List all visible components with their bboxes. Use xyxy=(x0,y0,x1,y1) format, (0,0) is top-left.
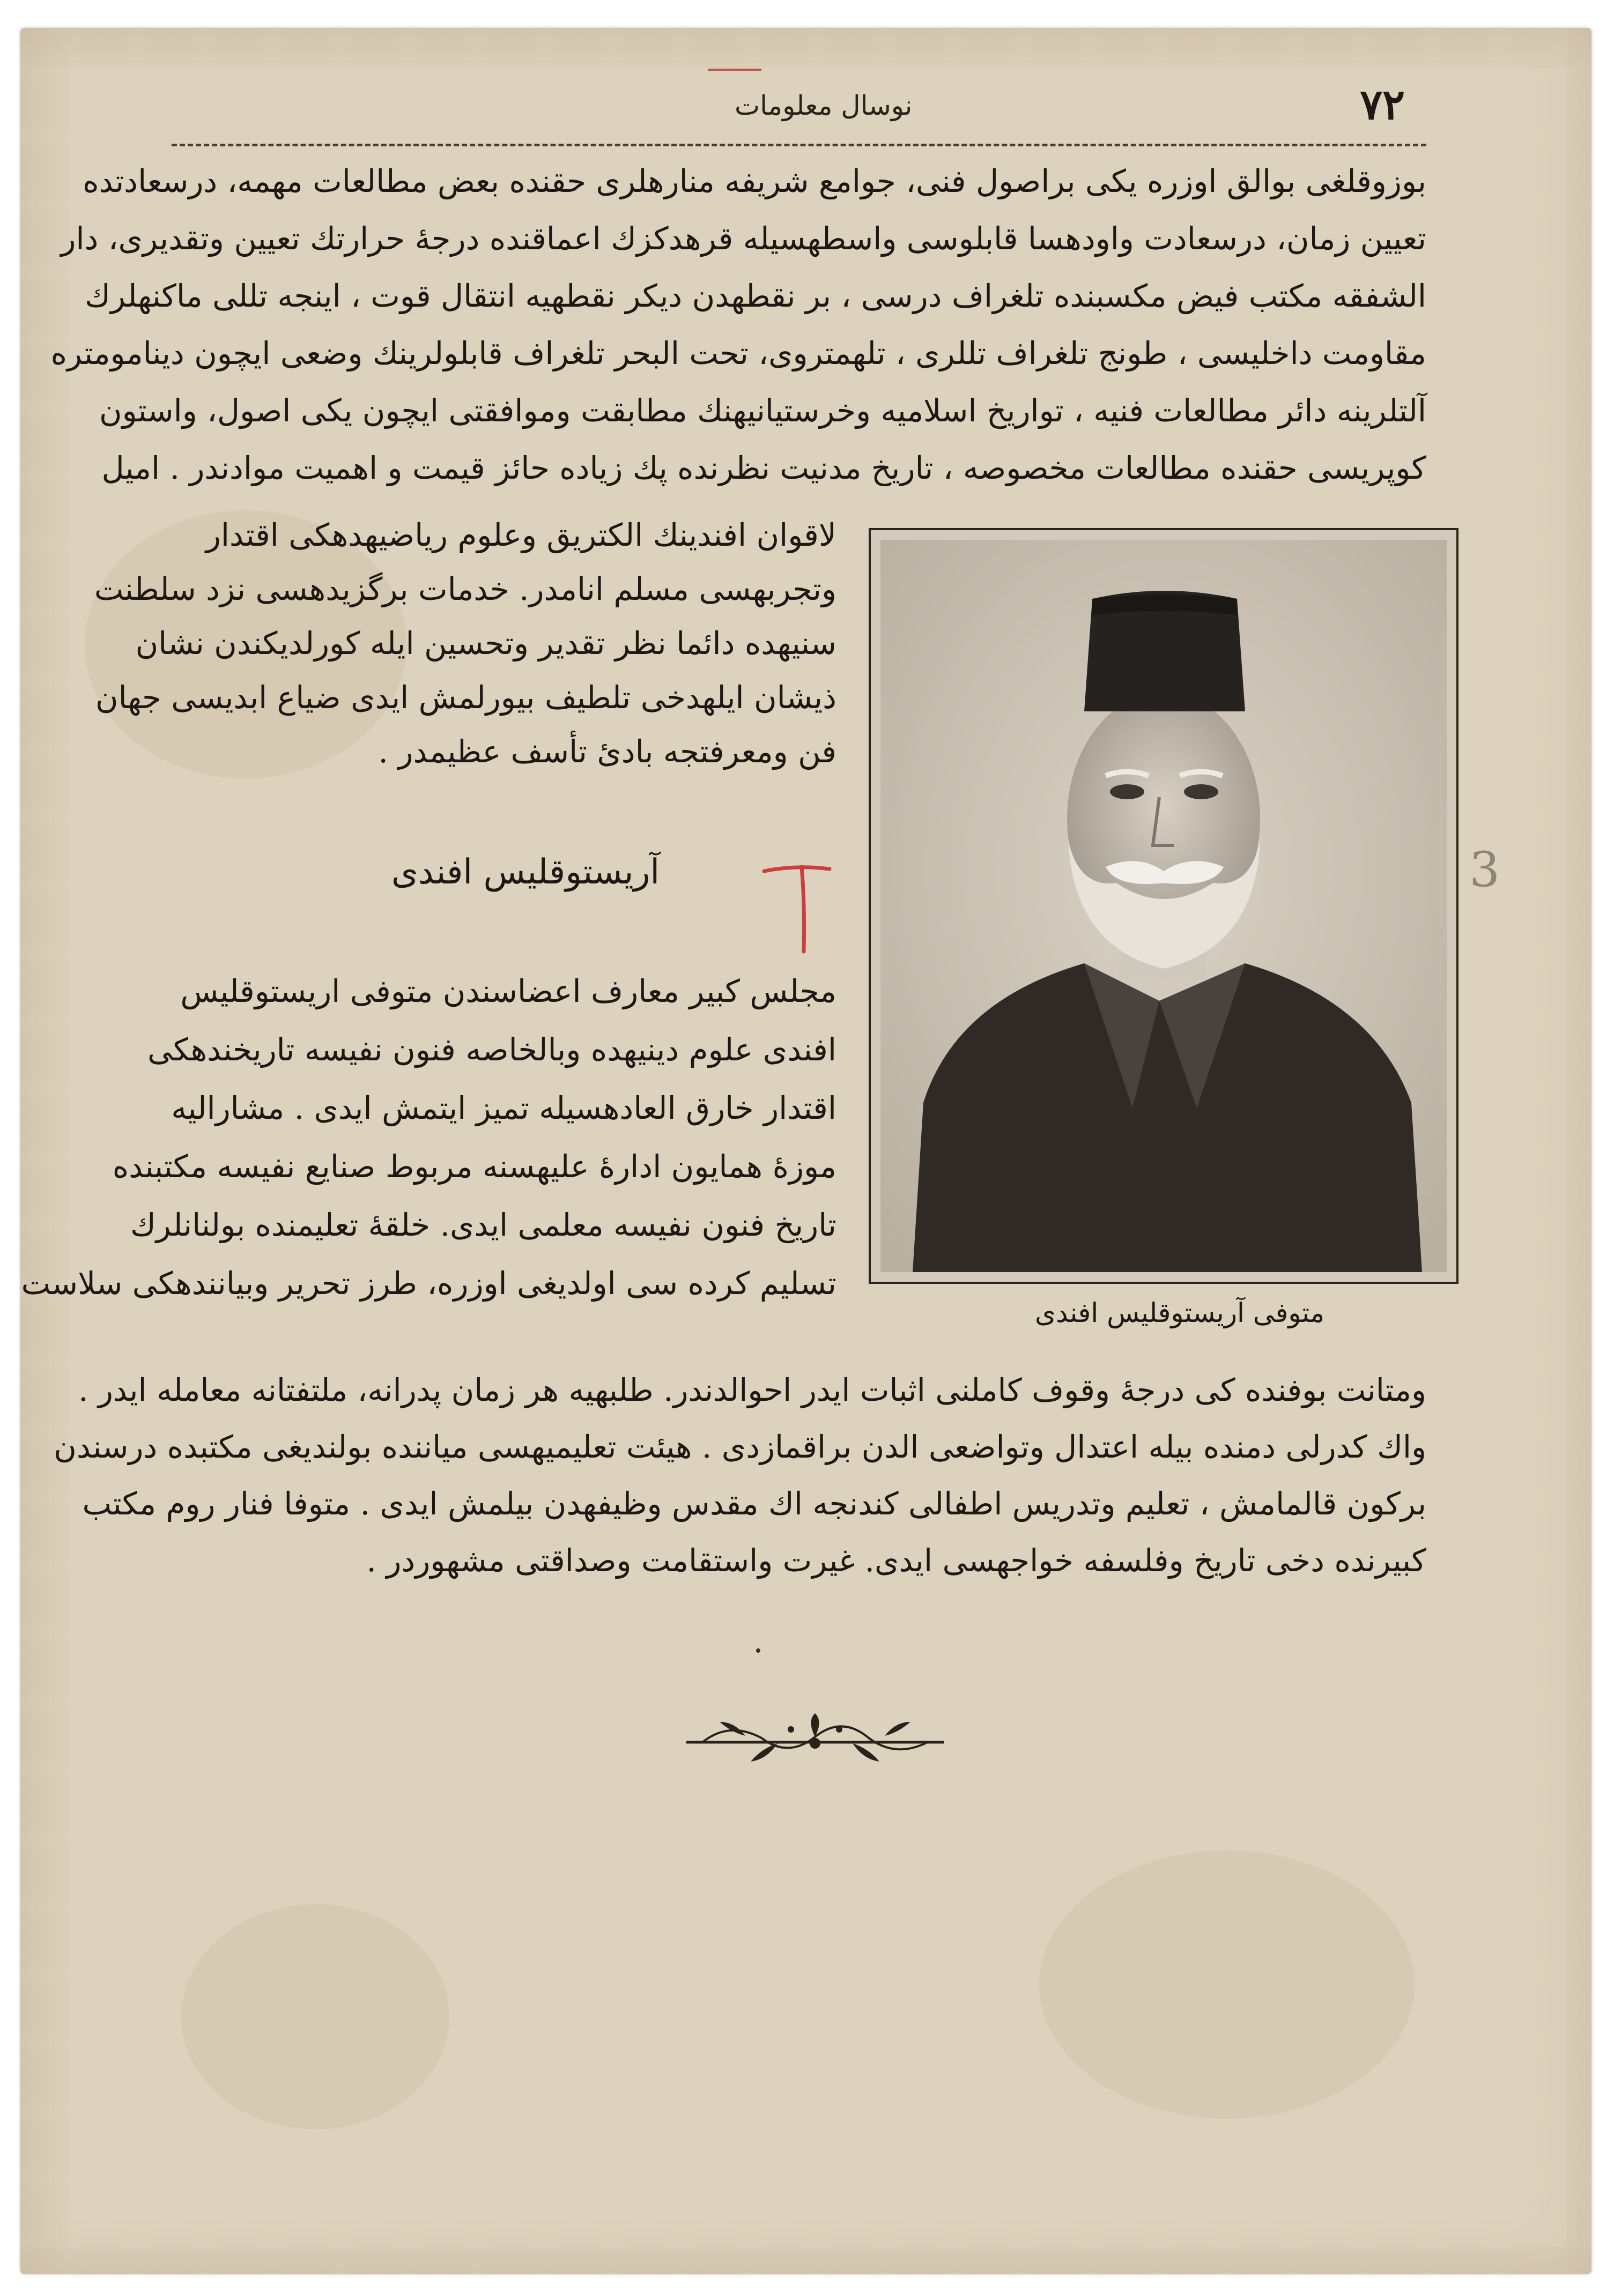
portrait-image xyxy=(880,540,1447,1272)
page-number: ٧٢ xyxy=(1360,80,1405,129)
bio-paragraph xyxy=(21,962,836,1313)
page-header xyxy=(172,80,1426,139)
header-rule xyxy=(172,144,1426,146)
text-line: آلتلرینه دائر مطالعات فنیه ، تواریخ اسلامیه وخرستیانیهنك مطابقت وموافقتی ایچون یکی اصول، واستون xyxy=(99,392,1426,429)
top-red-mark xyxy=(708,69,761,71)
portrait-caption: متوفی آریستوقلیس افندی xyxy=(1034,1297,1325,1328)
portrait-figure-icon xyxy=(880,540,1447,1272)
text-line: تسلیم کرده سی اولدیغی اوزره، طرز تحریر وبیانندهکی سلاست xyxy=(21,1265,836,1302)
portrait-frame xyxy=(869,528,1458,1284)
text-line: برکون قالمامش ، تعلیم وتدریس اطفالی کندنجه اك مقدس وظیفهدن بیلمش ایدی . متوفا فنار روم مکتب xyxy=(82,1485,1426,1522)
pencil-mark: 3 xyxy=(1469,842,1500,898)
floral-ornament-icon xyxy=(681,1710,949,1769)
text-line: موزهٔ همایون ادارهٔ علیهسنه مربوط صنایع نفیسه مکتبنده xyxy=(112,1148,836,1185)
text-line: اقتدار خارق العادهسیله تمیز ایتمش ایدی . مشارالیه xyxy=(171,1090,836,1126)
text-line: کبیرنده دخی تاریخ وفلسفه خواجهسی ایدی. غیرت واستقامت وصداقتی مشهوردر . xyxy=(366,1542,1426,1579)
text-line: تاریخ فنون نفیسه معلمی ایدی. خلقهٔ تعلیمنده بولنانلرك xyxy=(130,1207,836,1243)
text-line: لاقوان افندینك الکتریق وعلوم ریاضیهدهکی اقتدار xyxy=(205,517,836,553)
red-cross-mark-icon xyxy=(759,855,834,957)
text-line: تعیین زمان، درسعادت واودهسا قابلوسی واسطهسیله قرهدکزك اعماقنده درجهٔ حرارتك تعیین وتقدیری، دار xyxy=(61,220,1426,257)
text-line: افندی علوم دینیهده وبالخاصه فنون نفیسه تاریخندهکی xyxy=(147,1031,836,1068)
separator-dot xyxy=(756,1648,760,1653)
text-line: وتجربهسی مسلم انامدر. خدمات برگزیدهسی نزد سلطنت xyxy=(94,571,836,607)
text-line: ومتانت بوفنده کی درجهٔ وقوف کاملنی اثبات ایدر احوالدندر. طلبهیه هر زمان پدرانه، ملتفتانه معامله ایدر . xyxy=(78,1372,1426,1408)
text-line: سنیهده دائما نظر تقدیر وتحسین ایله کورلدیکندن نشان xyxy=(135,625,836,662)
side-paragraph xyxy=(94,508,836,779)
header-title: نوسال معلومات xyxy=(735,90,913,121)
text-line: واك کدرلی دمنده بیله اعتدال وتواضعی الدن براقمازدی . هیئت تعلیمیهسی میاننده بولندیغی مکتبده درسندن xyxy=(54,1429,1426,1465)
text-line: کوپریسی حقنده مطالعات مخصوصه ، تاریخ مدنیت نظرنده پك زیاده حائز قیمت و اهمیت موادندر . امیل xyxy=(101,450,1426,486)
paper-stain xyxy=(181,1904,449,2129)
text-line: مقاومت داخلیسی ، طونج تلغراف تللری ، تلهمتروی، تحت البحر تلغراف قابلولرینك وضعی ایچون دینامومتره xyxy=(50,335,1426,371)
text-line: الشفقه مکتب فیض مکسبنده تلغراف درسی ، بر نقطهدن دیکر نقطهیه انتقال قوت ، اینجه تللی ماکنهلرك xyxy=(85,278,1426,314)
text-line: ذیشان ایلهدخی تلطیف بیورلمش ایدی ضیاع ابدیسی جهان xyxy=(95,679,836,716)
top-paragraph xyxy=(50,153,1426,497)
text-line: مجلس کبیر معارف اعضاسندن متوفی اریستوقلیس xyxy=(180,973,836,1009)
bottom-paragraph xyxy=(54,1362,1426,1589)
section-title: آریستوقلیس افندی xyxy=(391,852,660,892)
text-line: بوزوقلغی بوالق اوزره یکی براصول فنی، جوامع شریفه منارهلری حقنده بعض مطالعات مهمه، درسعادتده xyxy=(83,163,1426,199)
paper-stain xyxy=(1039,1851,1415,2119)
text-line: فن ومعرفتجه بادئ تأسف عظیمدر . xyxy=(378,733,836,770)
